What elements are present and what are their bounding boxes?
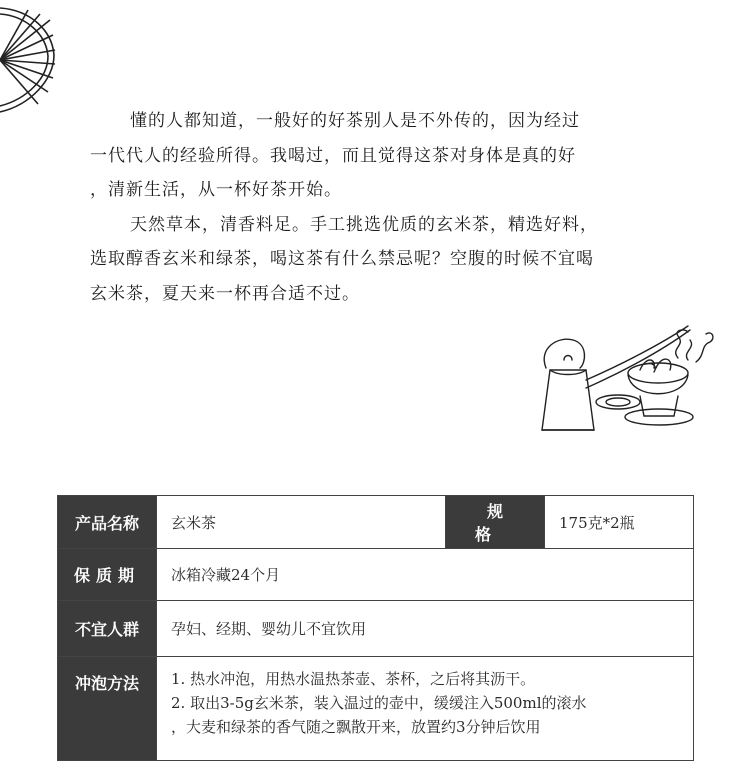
table-row bbox=[58, 496, 694, 549]
intro-text bbox=[90, 104, 650, 311]
shelf-life-value: 冰箱冷藏24个月 bbox=[157, 549, 694, 601]
spec-value: 175克*2瓶 bbox=[545, 496, 694, 549]
unsuitable-label: 不宜人群 bbox=[58, 601, 157, 657]
brewing-step: 2. 取出3-5g玄米茶，装入温过的壶中，缓缓注入500ml的滚水 bbox=[171, 694, 587, 712]
intro-line: 玄米茶，夏天来一杯再合适不过。 bbox=[90, 283, 360, 304]
spec-label: 规格 bbox=[446, 496, 545, 549]
unsuitable-value: 孕妇、经期、婴幼儿不宜饮用 bbox=[157, 601, 694, 657]
brewing-step: ，大麦和绿茶的香气随之飘散开来，放置约3分钟后饮用 bbox=[171, 718, 541, 736]
product-spec-table bbox=[57, 495, 694, 761]
brewing-label: 冲泡方法 bbox=[58, 657, 157, 761]
intro-line: 懂的人都知道，一般好的好茶别人是不外传的，因为经过 bbox=[130, 111, 580, 131]
product-name-label: 产品名称 bbox=[58, 496, 157, 549]
intro-line: 选取醇香玄米和绿茶，喝这茶有什么禁忌呢？空腹的时候不宜喝 bbox=[90, 249, 594, 269]
fan-decoration-icon bbox=[0, 0, 60, 120]
teapot-and-cup-illustration bbox=[528, 318, 718, 443]
intro-line: ，清新生活，从一杯好茶开始。 bbox=[90, 180, 342, 200]
table-row bbox=[58, 549, 694, 601]
intro-line: 天然草本，清香料足。手工挑选优质的玄米茶，精选好料， bbox=[130, 214, 598, 235]
shelf-life-label: 保质期 bbox=[58, 549, 157, 601]
product-name-value: 玄米茶 bbox=[157, 496, 446, 549]
table-row bbox=[58, 601, 694, 657]
intro-line: 一代代人的经验所得。我喝过，而且觉得这茶对身体是真的好 bbox=[90, 145, 576, 166]
table-row bbox=[58, 657, 694, 761]
brewing-steps bbox=[157, 657, 694, 761]
brewing-step: 1. 热水冲泡，用热水温热茶壶、茶杯，之后将其沥干。 bbox=[171, 670, 536, 688]
